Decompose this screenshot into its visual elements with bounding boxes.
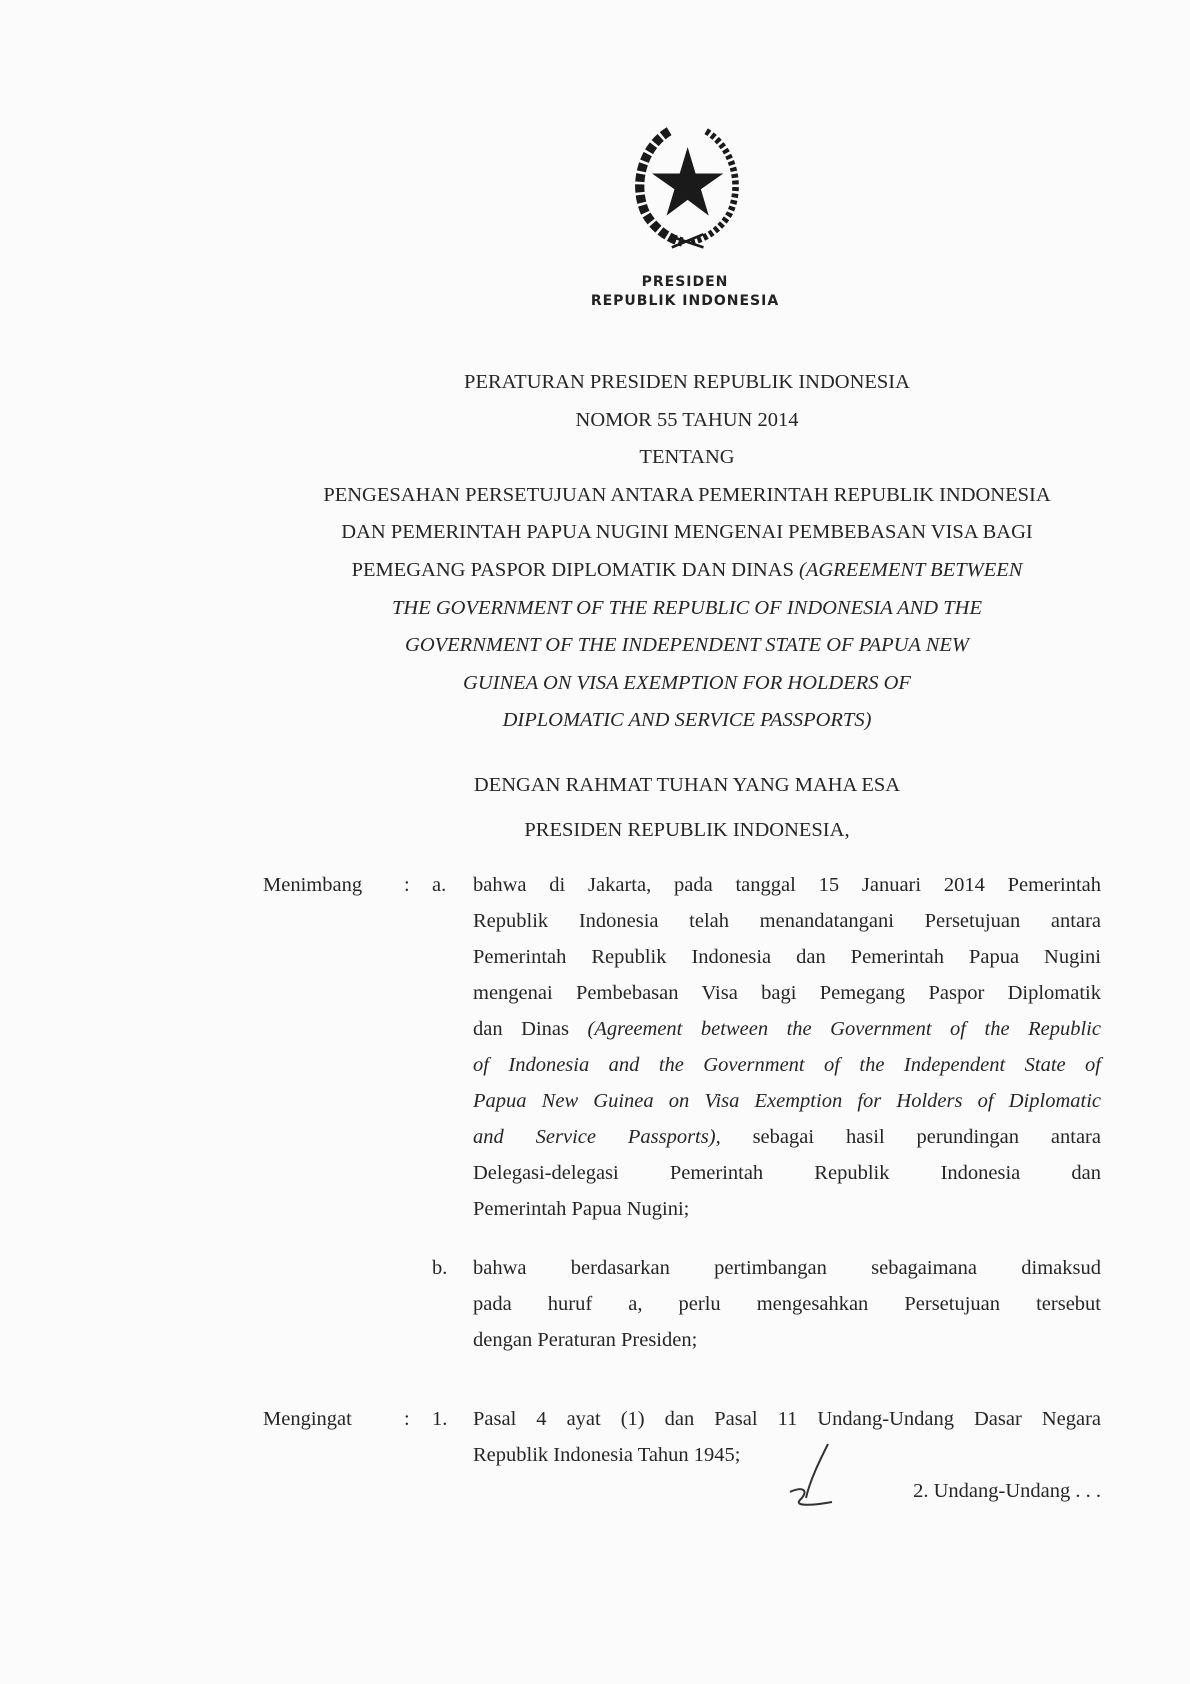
text-line — [473, 867, 1101, 903]
text-line — [262, 364, 1112, 402]
letterhead-line-2: REPUBLIK INDONESIA — [590, 293, 780, 309]
italic-segment: THE GOVERNMENT OF THE REPUBLIC OF INDONESIA AND THE — [392, 596, 982, 619]
text-line — [473, 1286, 1101, 1322]
text-segment: Delegasi-delegasi Pemerintah Republik Indonesia dan — [473, 1162, 1101, 1184]
text-line — [262, 702, 1112, 740]
mengingat-colon: : — [404, 1408, 410, 1430]
text-line — [473, 1250, 1101, 1286]
text-line — [262, 514, 1112, 552]
text-segment: dan Dinas — [473, 1018, 588, 1040]
text-line — [473, 1011, 1101, 1047]
text-segment: bahwa di Jakarta, pada tanggal 15 Januari 2014 Pemerintah — [473, 874, 1101, 896]
text-segment: Republik Indonesia telah menandatangani Persetujuan antara — [473, 910, 1101, 932]
text-line — [473, 975, 1101, 1011]
presidential-emblem — [619, 118, 751, 250]
text-line — [262, 665, 1112, 703]
text-segment: DAN PEMERINTAH PAPUA NUGINI MENGENAI PEMBEBASAN VISA BAGI — [341, 521, 1033, 544]
italic-segment: GUINEA ON VISA EXEMPTION FOR HOLDERS OF — [463, 671, 911, 694]
continuation-note: 2. Undang-Undang . . . — [913, 1480, 1101, 1502]
text-segment: dengan Peraturan Presiden; — [473, 1329, 698, 1351]
text-segment: pada huruf a, perlu mengesahkan Persetujuan tersebut — [473, 1293, 1101, 1315]
italic-segment: and Service Passports) — [473, 1126, 716, 1148]
italic-segment: Papua New Guinea on Visa Exemption for Holders of Diplomatic — [473, 1090, 1101, 1112]
text-line — [262, 627, 1112, 665]
text-segment: Pemerintah Republik Indonesia dan Pemerintah Papua Nugini — [473, 946, 1101, 968]
text-segment: Pasal 4 ayat (1) dan Pasal 11 Undang-Undang Dasar Negara — [473, 1408, 1101, 1430]
italic-segment: of Indonesia and the Government of the Independent State of — [473, 1054, 1101, 1076]
text-line — [473, 903, 1101, 939]
italic-segment: (Agreement between the Government of the Republic — [587, 1018, 1101, 1040]
item-mark: a. — [432, 874, 447, 896]
menimbang-label: Menimbang — [263, 874, 363, 896]
text-segment: mengenai Pembebasan Visa bagi Pemegang Paspor Diplomatik — [473, 982, 1101, 1004]
issuer: PRESIDEN REPUBLIK INDONESIA, — [524, 819, 850, 841]
text-line — [262, 477, 1112, 515]
item-mark: 1. — [432, 1408, 448, 1430]
text-line — [473, 1155, 1101, 1191]
text-line — [262, 402, 1112, 440]
text-segment: bahwa berdasarkan pertimbangan sebagaimana dimaksud — [473, 1257, 1101, 1279]
text-segment: Pemerintah Papua Nugini; — [473, 1198, 690, 1220]
item-mark: b. — [432, 1257, 448, 1279]
menimbang-item-a — [473, 867, 1101, 1227]
text-line — [262, 552, 1112, 590]
text-segment: NOMOR 55 TAHUN 2014 — [575, 408, 799, 431]
text-line — [262, 439, 1112, 477]
text-line — [473, 1191, 1101, 1227]
text-segment: PERATURAN PRESIDEN REPUBLIK INDONESIA — [464, 371, 910, 393]
text-line — [473, 1047, 1101, 1083]
text-segment: TENTANG — [639, 446, 735, 469]
text-segment: , sebagai hasil perundingan antara — [715, 1126, 1101, 1148]
text-segment: PENGESAHAN PERSETUJUAN ANTARA PEMERINTAH REPUBLIK INDONESIA — [323, 483, 1051, 506]
text-line — [473, 1083, 1101, 1119]
text-line — [473, 939, 1101, 975]
text-line — [473, 1322, 1101, 1358]
text-segment: Republik Indonesia Tahun 1945; — [473, 1444, 741, 1466]
text-line — [473, 1119, 1101, 1155]
letterhead-line-1: PRESIDEN — [641, 274, 729, 290]
text-line — [262, 590, 1112, 628]
menimbang-item-b — [473, 1250, 1101, 1358]
initial-signature — [780, 1440, 850, 1510]
mengingat-label: Mengingat — [263, 1408, 352, 1430]
italic-segment: (AGREEMENT BETWEEN — [799, 558, 1023, 581]
italic-segment: DIPLOMATIC AND SERVICE PASSPORTS) — [502, 709, 872, 732]
text-segment: PEMEGANG PASPOR DIPLOMATIK DAN DINAS — [351, 558, 800, 581]
regulation-title — [262, 364, 1112, 740]
italic-segment: GOVERNMENT OF THE INDEPENDENT STATE OF PAPUA NEW — [405, 634, 969, 657]
invocation: DENGAN RAHMAT TUHAN YANG MAHA ESA — [473, 774, 901, 796]
text-line — [473, 1401, 1101, 1437]
menimbang-colon: : — [404, 874, 410, 896]
